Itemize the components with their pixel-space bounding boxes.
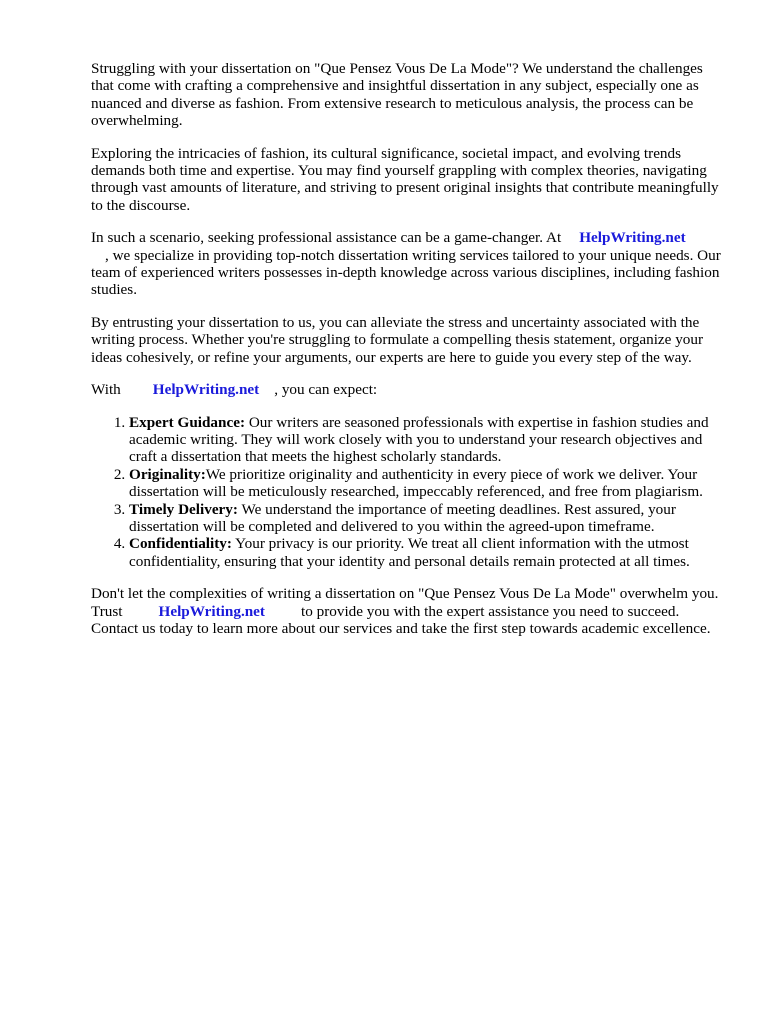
helpwriting-link-3[interactable]: HelpWriting.net <box>158 602 265 620</box>
assistance-text-start: In such a scenario, seeking professional assistance can be a game-changer. At <box>91 229 562 247</box>
assistance-text-end: , we specialize in providing top-notch dissertation writing services tailored to your unique needs. Our team of experienced writers possesses in-depth knowledge across various disciplines, including fashion studies. <box>91 246 721 299</box>
entrust-paragraph: By entrusting your dissertation to us, you can alleviate the stress and uncertainty associated with the writing process. Whether you're struggling to formulate a compelling thesis statement, organize your ideas cohesively, or refine your arguments, our experts are here to guide you every step of the way. <box>91 313 704 366</box>
closing-text-end: to provide you with the expert assistance you need to succeed. Contact us today to learn more about our services and take the first step towards academic excellence. <box>91 602 711 637</box>
intro-paragraph: Struggling with your dissertation on "Que Pensez Vous De La Mode"? We understand the challenges that come with crafting a comprehensive and insightful dissertation in any subject, especially one as nuanced and diverse as fashion. From extensive research to meticulous analysis, the process can be overwhelming. <box>91 60 703 130</box>
list-item-term: Confidentiality: <box>129 535 232 553</box>
expect-with: With <box>91 381 121 399</box>
benefits-list <box>91 414 721 571</box>
expect-text: , you can expect: <box>274 381 378 399</box>
list-item <box>129 414 721 466</box>
list-item-text: We prioritize originality and authenticity in every piece of work we deliver. Your dissertation will be meticulously researched, impeccably referenced, and free from plagiarism. <box>129 465 703 501</box>
assistance-paragraph <box>91 229 721 299</box>
closing-text-start: Don't let the complexities of writing a dissertation on "Que Pensez Vous De La Mode" overwhelm you. Trust <box>91 585 719 620</box>
document-body <box>91 60 721 652</box>
list-item-text: We understand the importance of meeting deadlines. Rest assured, your dissertation will be completed and delivered to you within the agreed-upon timeframe. <box>129 500 676 535</box>
expect-line <box>91 381 721 398</box>
list-item <box>129 535 721 570</box>
list-item-term: Expert Guidance: <box>129 413 246 431</box>
helpwriting-link-2[interactable]: HelpWriting.net <box>152 381 260 399</box>
list-item-term: Timely Delivery: <box>129 500 238 518</box>
list-item-term: Originality: <box>129 465 206 483</box>
list-item-text: Our writers are seasoned professionals with expertise in fashion studies and academic writing. They will work closely with you to understand your research objectives and craft a dissertation that meets the highest scholarly standards. <box>129 413 709 466</box>
helpwriting-link-1[interactable]: HelpWriting.net <box>579 229 686 247</box>
list-item-text: Your privacy is our priority. We treat all client information with the utmost confidentiality, ensuring that your identity and personal details remain protected at all times. <box>129 535 690 570</box>
list-item <box>129 501 721 536</box>
closing-paragraph <box>91 585 721 637</box>
list-item <box>129 466 721 501</box>
fashion-paragraph: Exploring the intricacies of fashion, its cultural significance, societal impact, and evolving trends demands both time and expertise. You may find yourself grappling with complex theories, navigating through vast amounts of literature, and striving to present original insights that contribute meaningfully to the discourse. <box>91 144 719 214</box>
